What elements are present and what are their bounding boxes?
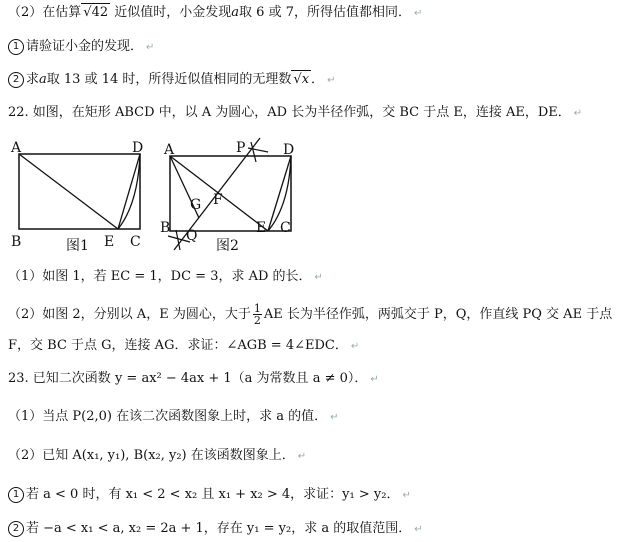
- return-mark: ↵: [327, 75, 336, 86]
- text: 23. 已知二次函数 y = ax² − 4ax + 1（a 为常数且 a ≠ 0）．: [8, 371, 368, 386]
- label-e: E: [256, 220, 267, 236]
- question-22: [8, 104, 582, 123]
- question-23-part-1: [8, 408, 339, 427]
- text: 若 −a < x₁ < a, x₂ = 2a + 1，存在 y₁ = y₂，求 a 的取值范围．: [26, 521, 412, 536]
- figure-2: [156, 134, 306, 258]
- text: ．: [311, 72, 325, 87]
- return-mark: ↵: [573, 108, 583, 119]
- denominator: 2: [253, 314, 261, 327]
- return-mark: ↵: [330, 412, 339, 423]
- label-p: P: [236, 140, 246, 156]
- text: 近似值时，小金发现: [114, 5, 232, 20]
- var-a: a: [231, 5, 240, 20]
- text: （1）如图 1，若 EC = 1，DC = 3，求 AD 的长．: [8, 269, 312, 284]
- sqrt-value: x: [301, 72, 310, 87]
- label-f: F: [213, 192, 223, 208]
- text: F，交 BC 于点 G，连接 AG．求证：∠AGB = 4∠EDC．: [8, 338, 348, 353]
- sqrt-42: √42: [83, 5, 109, 20]
- question-23-sub-1: [8, 486, 411, 505]
- return-mark: ↵: [297, 451, 307, 462]
- segment-de: [118, 154, 140, 229]
- return-mark: ↵: [402, 490, 411, 501]
- question-22-part-2-cont: [8, 337, 359, 356]
- circled-number: 1: [8, 39, 24, 55]
- question-22-part-1: [8, 268, 323, 287]
- return-mark: ↵: [414, 8, 423, 19]
- label-d: D: [283, 142, 295, 158]
- label-c: C: [130, 234, 141, 250]
- label-q: Q: [186, 228, 198, 244]
- question-23: [8, 370, 379, 389]
- question-2-intro: [8, 3, 422, 23]
- return-mark: ↵: [350, 341, 360, 352]
- text: （2）已知 A(x₁, y₁), B(x₂, y₂) 在该函数图象上．: [8, 448, 295, 463]
- label-b: B: [160, 220, 171, 236]
- text: 22. 如图，在矩形 ABCD 中，以 A 为圆心，AD 长为半径作弧，交 BC 于点 E，连接 AE，DE．: [8, 105, 571, 120]
- circled-number: 2: [8, 72, 24, 88]
- label-e: E: [104, 234, 115, 250]
- return-mark: ↵: [370, 374, 379, 385]
- circled-number: 1: [8, 487, 24, 503]
- text: 求: [26, 72, 40, 87]
- label-d: D: [132, 140, 144, 156]
- sqrt-value: 42: [91, 5, 109, 20]
- figure-2-caption: 图2: [216, 238, 239, 254]
- question-23-sub-2: [8, 520, 423, 539]
- label-b: B: [11, 234, 22, 250]
- numerator: 1: [253, 302, 261, 315]
- sqrt-x: √x: [293, 72, 310, 87]
- label-a: A: [11, 140, 22, 156]
- figure-1-caption: 图1: [66, 238, 89, 254]
- text: AE 长为半径作弧，两弧交于 P，Q，作直线 PQ 交 AE 于点: [263, 307, 613, 322]
- question-23-part-2: [8, 447, 306, 466]
- circled-number: 2: [8, 521, 24, 537]
- fraction-one-half: [253, 303, 262, 326]
- var-a: a: [39, 72, 47, 87]
- figure-1: [8, 138, 148, 258]
- text: 若 a < 0 时，有 x₁ < 2 < x₂ 且 x₁ + x₂ > 4，求证：y₁ > y₂．: [26, 487, 400, 502]
- label-g: G: [190, 197, 202, 213]
- text: 请验证小金的发现．: [26, 39, 144, 54]
- return-mark: ↵: [314, 272, 323, 283]
- label-c: C: [280, 220, 291, 236]
- return-mark: ↵: [414, 524, 423, 535]
- subquestion-1: [8, 38, 154, 57]
- label-a: A: [164, 142, 175, 158]
- text: 取 13 或 14 时，所得近似值相同的无理数: [46, 72, 292, 87]
- text: （2）在估算: [8, 5, 82, 20]
- subquestion-2: [8, 70, 335, 90]
- question-22-part-2: [8, 303, 612, 326]
- text: 取 6 或 7，所得估值都相同．: [239, 5, 411, 20]
- segment-ae: [19, 154, 118, 229]
- return-mark: ↵: [146, 42, 155, 53]
- text: （1）当点 P(2,0) 在该二次函数图象上时，求 a 的值．: [8, 409, 328, 424]
- text: （2）如图 2，分别以 A，E 为圆心，大于: [8, 307, 251, 322]
